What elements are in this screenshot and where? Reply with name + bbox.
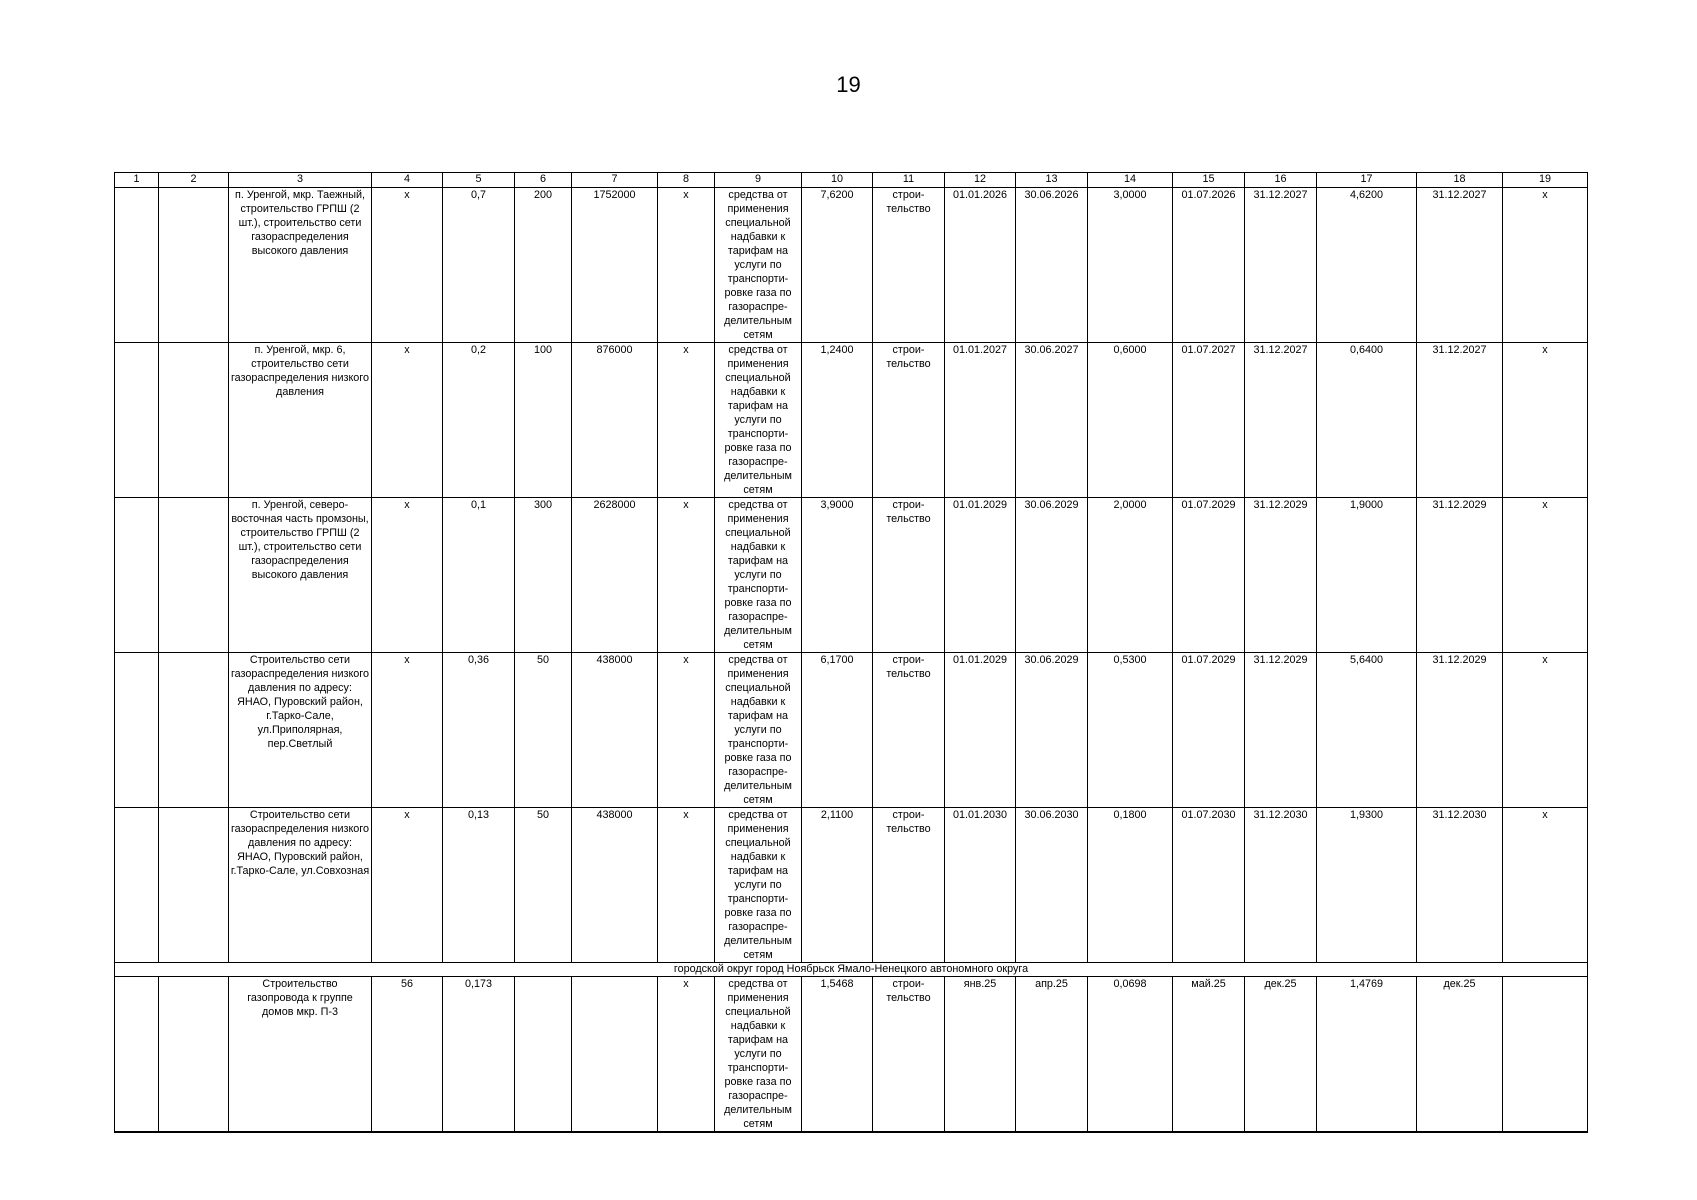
table-cell: 31.12.2029 [1417,653,1503,808]
table-cell: 01.07.2030 [1173,808,1245,963]
table-cell: x [658,653,715,808]
table-cell: x [1503,188,1588,343]
table-row [115,808,1588,963]
column-number-cell: 4 [372,173,443,188]
table-cell: x [372,808,443,963]
table-cell: 0,1800 [1088,808,1173,963]
table-cell: x [658,498,715,653]
table-cell: строи-тельство [873,188,945,343]
table-cell [115,498,159,653]
table-cell: 01.01.2029 [945,498,1016,653]
table-cell: x [1503,808,1588,963]
table-cell: 0,5300 [1088,653,1173,808]
table-cell: янв.25 [945,977,1016,1133]
table-cell: 31.12.2027 [1245,188,1317,343]
table-cell: п. Уренгой, северо-восточная часть промзоны, строительство ГРПШ (2 шт.), строительство сети газораспределения высокого давления [229,498,372,653]
column-number-cell: 18 [1417,173,1503,188]
table-cell: 1,4769 [1317,977,1417,1133]
table-cell: 200 [515,188,572,343]
table-cell: 01.07.2029 [1173,653,1245,808]
table-cell: строи-тельство [873,343,945,498]
table-cell [572,977,658,1133]
table-cell: Строительство сети газораспределения низкого давления по адресу: ЯНАО, Пуровский район, г.Тарко-Сале, ул.Совхозная [229,808,372,963]
table-cell: 31.12.2029 [1245,498,1317,653]
table-cell: 1,9000 [1317,498,1417,653]
table-cell [115,977,159,1133]
column-number-cell: 19 [1503,173,1588,188]
table-cell: 56 [372,977,443,1133]
table-cell: 1752000 [572,188,658,343]
table-cell: x [372,188,443,343]
table-cell: строи-тельство [873,977,945,1133]
table-cell: 4,6200 [1317,188,1417,343]
table-cell: 31.12.2027 [1417,188,1503,343]
column-number-cell: 16 [1245,173,1317,188]
table-cell: 01.01.2029 [945,653,1016,808]
table-cell: 01.01.2027 [945,343,1016,498]
table-row [115,653,1588,808]
data-table [114,172,1588,1133]
table-cell: 6,1700 [802,653,873,808]
table-cell: 01.07.2026 [1173,188,1245,343]
table-cell: 31.12.2029 [1417,498,1503,653]
table-cell: 0,6400 [1317,343,1417,498]
table-cell: средства от применения специальной надбавки к тарифам на услуги по транспорти-ровке газа по газораспре-делительным сетям [715,498,802,653]
table-cell: 438000 [572,653,658,808]
table-cell: x [658,343,715,498]
table-cell [515,977,572,1133]
column-number-cell: 11 [873,173,945,188]
table-cell: 2628000 [572,498,658,653]
table-cell: 0,173 [443,977,515,1133]
table-cell: 30.06.2027 [1016,343,1088,498]
table-cell: средства от применения специальной надбавки к тарифам на услуги по транспорти-ровке газа по газораспре-делительным сетям [715,808,802,963]
table-cell: 31.12.2030 [1245,808,1317,963]
table-cell: 30.06.2029 [1016,498,1088,653]
table-cell [159,977,229,1133]
table-cell: строи-тельство [873,653,945,808]
table-cell: 31.12.2027 [1245,343,1317,498]
column-number-cell: 3 [229,173,372,188]
column-number-cell: 9 [715,173,802,188]
table-cell: 0,6000 [1088,343,1173,498]
table-cell: 50 [515,808,572,963]
table-cell: 0,2 [443,343,515,498]
column-number-cell: 1 [115,173,159,188]
table-cell: 01.01.2030 [945,808,1016,963]
table-cell: 31.12.2030 [1417,808,1503,963]
table-cell: средства от применения специальной надбавки к тарифам на услуги по транспорти-ровке газа по газораспре-делительным сетям [715,977,802,1133]
table-cell: п. Уренгой, мкр. 6, строительство сети газораспределения низкого давления [229,343,372,498]
table-cell: x [1503,343,1588,498]
table-cell: x [372,653,443,808]
table-row [115,498,1588,653]
table-cell: x [372,498,443,653]
table-cell: 876000 [572,343,658,498]
table-cell: 50 [515,653,572,808]
column-number-cell: 6 [515,173,572,188]
table-cell: 3,0000 [1088,188,1173,343]
table-cell [159,343,229,498]
table-cell [115,343,159,498]
table-cell: 0,1 [443,498,515,653]
table-cell [115,188,159,343]
table-cell: 3,9000 [802,498,873,653]
table-cell: x [1503,653,1588,808]
table-cell: 30.06.2030 [1016,808,1088,963]
table-cell: 2,1100 [802,808,873,963]
table-cell: 0,13 [443,808,515,963]
column-number-cell: 5 [443,173,515,188]
table-cell: май.25 [1173,977,1245,1133]
table-row [115,977,1588,1133]
table-cell: x [372,343,443,498]
table-cell [159,653,229,808]
column-number-cell: 15 [1173,173,1245,188]
table-cell: 30.06.2029 [1016,653,1088,808]
table-cell [115,808,159,963]
table-cell: Строительство сети газораспределения низкого давления по адресу: ЯНАО, Пуровский район, г.Тарко-Сале, ул.Приполярная, пер.Светлый [229,653,372,808]
table-cell: 300 [515,498,572,653]
table-cell: средства от применения специальной надбавки к тарифам на услуги по транспорти-ровке газа по газораспре-делительным сетям [715,653,802,808]
table-cell: 01.07.2029 [1173,498,1245,653]
table-row [115,188,1588,343]
table-cell: x [658,977,715,1133]
section-title: городской округ город Ноябрьск Ямало-Ненецкого автономного округа [115,963,1588,977]
table-cell: п. Уренгой, мкр. Таежный, строительство ГРПШ (2 шт.), строительство сети газораспределения высокого давления [229,188,372,343]
column-number-cell: 12 [945,173,1016,188]
column-number-header-row [115,173,1588,188]
table-cell [1503,977,1588,1133]
table-cell: 01.01.2026 [945,188,1016,343]
table-cell [159,498,229,653]
column-number-cell: 7 [572,173,658,188]
page-number: 19 [836,72,861,97]
column-number-cell: 10 [802,173,873,188]
table-cell: 30.06.2026 [1016,188,1088,343]
column-number-cell: 2 [159,173,229,188]
table-cell: строи-тельство [873,808,945,963]
table-cell: 0,7 [443,188,515,343]
table-cell: средства от применения специальной надбавки к тарифам на услуги по транспорти-ровке газа по газораспре-делительным сетям [715,343,802,498]
column-number-cell: 17 [1317,173,1417,188]
column-number-cell: 8 [658,173,715,188]
table-cell: 1,9300 [1317,808,1417,963]
table-cell: x [658,188,715,343]
table-cell: 7,6200 [802,188,873,343]
table-row [115,343,1588,498]
column-number-cell: 14 [1088,173,1173,188]
table-cell: 438000 [572,808,658,963]
table-cell: 1,2400 [802,343,873,498]
section-header-row [115,963,1588,977]
table-cell: 01.07.2027 [1173,343,1245,498]
table-cell: дек.25 [1245,977,1317,1133]
table-cell: 100 [515,343,572,498]
table-cell: x [1503,498,1588,653]
table-cell: 1,5468 [802,977,873,1133]
column-number-cell: 13 [1016,173,1088,188]
table-cell: 2,0000 [1088,498,1173,653]
table-cell [159,188,229,343]
table-cell: 5,6400 [1317,653,1417,808]
table-cell: 31.12.2027 [1417,343,1503,498]
table-cell: x [658,808,715,963]
table-cell: апр.25 [1016,977,1088,1133]
table-cell: 31.12.2029 [1245,653,1317,808]
table-cell [159,808,229,963]
table-cell: Строительство газопровода к группе домов мкр. П-3 [229,977,372,1133]
table-cell: дек.25 [1417,977,1503,1133]
table-cell [115,653,159,808]
table-cell: 0,0698 [1088,977,1173,1133]
table-cell: строи-тельство [873,498,945,653]
table-cell: 0,36 [443,653,515,808]
table-cell: средства от применения специальной надбавки к тарифам на услуги по транспорти-ровке газа по газораспре-делительным сетям [715,188,802,343]
